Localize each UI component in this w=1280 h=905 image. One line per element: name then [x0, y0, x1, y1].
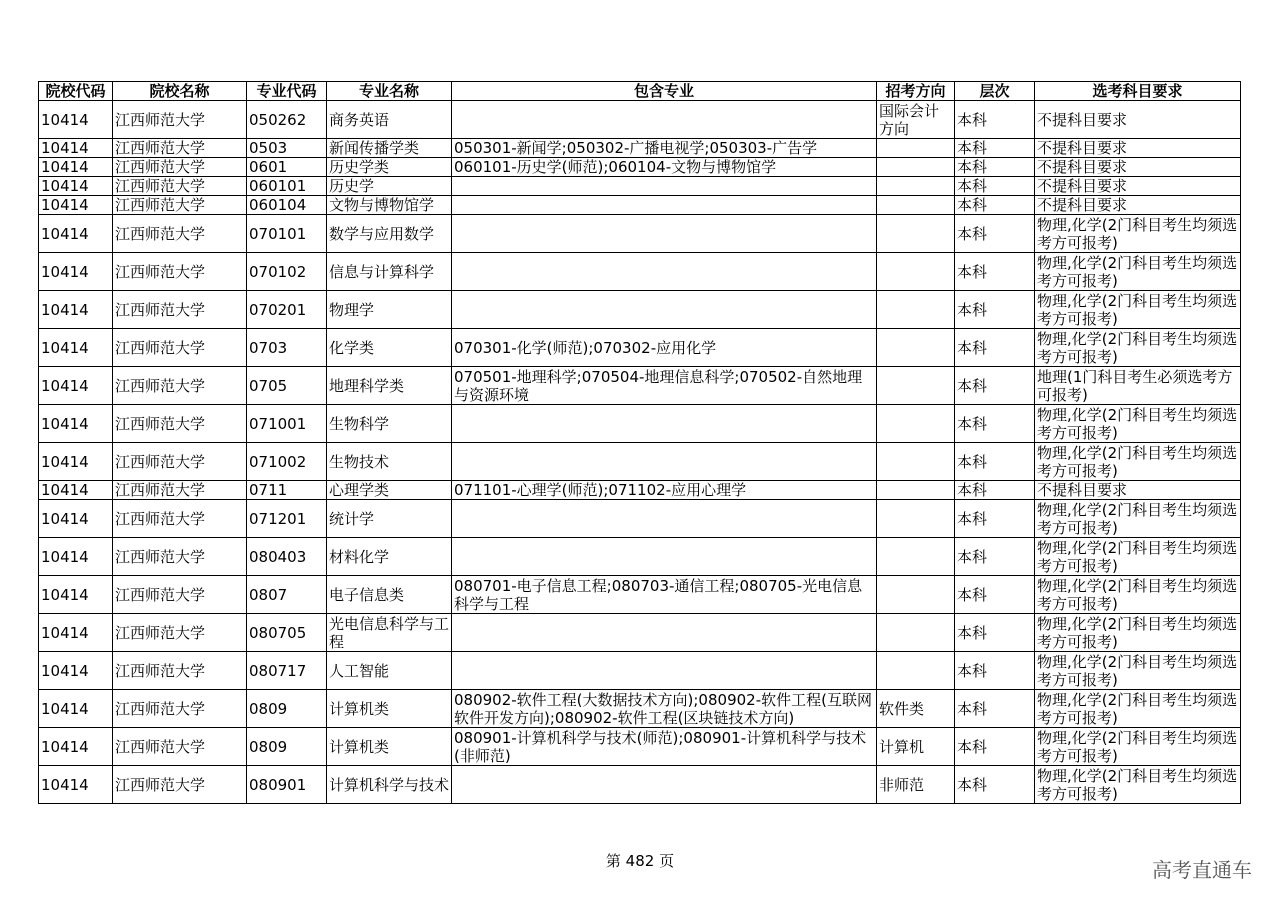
cell-school-code: 10414	[39, 329, 113, 367]
cell-school-code: 10414	[39, 215, 113, 253]
cell-included-majors	[452, 500, 877, 538]
cell-subject-requirement: 不提科目要求	[1035, 139, 1241, 158]
cell-major-name: 统计学	[327, 500, 452, 538]
cell-level: 本科	[955, 101, 1035, 139]
table-row	[39, 766, 1241, 804]
cell-subject-requirement: 物理,化学(2门科目考生均须选考方可报考)	[1035, 443, 1241, 481]
cell-school-name: 江西师范大学	[113, 405, 247, 443]
cell-school-code: 10414	[39, 690, 113, 728]
cell-major-code: 060101	[247, 177, 327, 196]
cell-included-majors	[452, 291, 877, 329]
cell-level: 本科	[955, 443, 1035, 481]
cell-level: 本科	[955, 291, 1035, 329]
cell-school-code: 10414	[39, 481, 113, 500]
cell-major-name: 物理学	[327, 291, 452, 329]
cell-level: 本科	[955, 576, 1035, 614]
cell-subject-requirement: 物理,化学(2门科目考生均须选考方可报考)	[1035, 538, 1241, 576]
cell-major-code: 080901	[247, 766, 327, 804]
cell-included-majors	[452, 405, 877, 443]
cell-school-code: 10414	[39, 253, 113, 291]
cell-school-name: 江西师范大学	[113, 481, 247, 500]
cell-subject-requirement: 不提科目要求	[1035, 177, 1241, 196]
cell-admission-direction	[877, 329, 955, 367]
cell-major-code: 0807	[247, 576, 327, 614]
cell-school-name: 江西师范大学	[113, 367, 247, 405]
cell-major-code: 070102	[247, 253, 327, 291]
cell-subject-requirement: 物理,化学(2门科目考生均须选考方可报考)	[1035, 652, 1241, 690]
cell-included-majors: 080901-计算机科学与技术(师范);080901-计算机科学与技术(非师范)	[452, 728, 877, 766]
cell-level: 本科	[955, 367, 1035, 405]
header-school-code: 院校代码	[39, 82, 113, 101]
cell-subject-requirement: 不提科目要求	[1035, 101, 1241, 139]
cell-included-majors: 070301-化学(师范);070302-应用化学	[452, 329, 877, 367]
cell-subject-requirement: 不提科目要求	[1035, 196, 1241, 215]
cell-level: 本科	[955, 538, 1035, 576]
cell-school-code: 10414	[39, 576, 113, 614]
table-row	[39, 538, 1241, 576]
table-row	[39, 614, 1241, 652]
header-school-name: 院校名称	[113, 82, 247, 101]
header-major-code: 专业代码	[247, 82, 327, 101]
table-row	[39, 196, 1241, 215]
cell-major-name: 历史学	[327, 177, 452, 196]
cell-level: 本科	[955, 158, 1035, 177]
cell-admission-direction: 计算机	[877, 728, 955, 766]
table-row	[39, 367, 1241, 405]
table-header-row	[39, 82, 1241, 101]
cell-school-code: 10414	[39, 766, 113, 804]
table-row	[39, 652, 1241, 690]
table-row	[39, 443, 1241, 481]
cell-included-majors: 080902-软件工程(大数据技术方向);080902-软件工程(互联网软件开发方向);080902-软件工程(区块链技术方向)	[452, 690, 877, 728]
cell-school-code: 10414	[39, 500, 113, 538]
cell-major-code: 060104	[247, 196, 327, 215]
cell-school-name: 江西师范大学	[113, 443, 247, 481]
cell-subject-requirement: 物理,化学(2门科目考生均须选考方可报考)	[1035, 728, 1241, 766]
cell-admission-direction	[877, 291, 955, 329]
cell-included-majors	[452, 614, 877, 652]
cell-major-name: 生物技术	[327, 443, 452, 481]
cell-subject-requirement: 物理,化学(2门科目考生均须选考方可报考)	[1035, 291, 1241, 329]
cell-school-code: 10414	[39, 614, 113, 652]
cell-included-majors	[452, 538, 877, 576]
cell-admission-direction: 国际会计方向	[877, 101, 955, 139]
cell-school-code: 10414	[39, 101, 113, 139]
cell-school-code: 10414	[39, 291, 113, 329]
table-row	[39, 291, 1241, 329]
cell-school-code: 10414	[39, 728, 113, 766]
cell-school-name: 江西师范大学	[113, 177, 247, 196]
cell-school-name: 江西师范大学	[113, 690, 247, 728]
cell-subject-requirement: 地理(1门科目考生必须选考方可报考)	[1035, 367, 1241, 405]
cell-admission-direction	[877, 139, 955, 158]
cell-major-code: 071002	[247, 443, 327, 481]
cell-school-code: 10414	[39, 158, 113, 177]
cell-major-code: 080717	[247, 652, 327, 690]
cell-admission-direction	[877, 177, 955, 196]
cell-level: 本科	[955, 652, 1035, 690]
cell-included-majors	[452, 101, 877, 139]
cell-major-code: 071201	[247, 500, 327, 538]
cell-major-code: 080403	[247, 538, 327, 576]
cell-school-name: 江西师范大学	[113, 139, 247, 158]
table-row	[39, 139, 1241, 158]
table-row	[39, 728, 1241, 766]
cell-level: 本科	[955, 196, 1035, 215]
cell-school-name: 江西师范大学	[113, 329, 247, 367]
header-included-majors: 包含专业	[452, 82, 877, 101]
cell-major-name: 新闻传播学类	[327, 139, 452, 158]
cell-admission-direction	[877, 652, 955, 690]
cell-major-name: 文物与博物馆学	[327, 196, 452, 215]
cell-school-name: 江西师范大学	[113, 728, 247, 766]
cell-major-code: 050262	[247, 101, 327, 139]
cell-admission-direction	[877, 405, 955, 443]
cell-included-majors: 070501-地理科学;070504-地理信息科学;070502-自然地理与资源环境	[452, 367, 877, 405]
cell-subject-requirement: 物理,化学(2门科目考生均须选考方可报考)	[1035, 500, 1241, 538]
cell-admission-direction	[877, 158, 955, 177]
cell-school-code: 10414	[39, 177, 113, 196]
cell-included-majors: 060101-历史学(师范);060104-文物与博物馆学	[452, 158, 877, 177]
cell-admission-direction	[877, 253, 955, 291]
cell-school-name: 江西师范大学	[113, 766, 247, 804]
cell-major-code: 071001	[247, 405, 327, 443]
cell-level: 本科	[955, 728, 1035, 766]
cell-level: 本科	[955, 690, 1035, 728]
cell-level: 本科	[955, 481, 1035, 500]
table-row	[39, 405, 1241, 443]
cell-school-code: 10414	[39, 443, 113, 481]
cell-admission-direction: 非师范	[877, 766, 955, 804]
cell-admission-direction	[877, 196, 955, 215]
cell-level: 本科	[955, 139, 1035, 158]
cell-major-code: 080705	[247, 614, 327, 652]
table-row	[39, 329, 1241, 367]
cell-major-code: 0809	[247, 690, 327, 728]
cell-school-name: 江西师范大学	[113, 291, 247, 329]
cell-school-name: 江西师范大学	[113, 576, 247, 614]
cell-level: 本科	[955, 253, 1035, 291]
cell-admission-direction	[877, 481, 955, 500]
cell-level: 本科	[955, 177, 1035, 196]
cell-major-code: 0711	[247, 481, 327, 500]
cell-level: 本科	[955, 766, 1035, 804]
cell-admission-direction	[877, 443, 955, 481]
cell-major-name: 地理科学类	[327, 367, 452, 405]
cell-included-majors	[452, 177, 877, 196]
cell-admission-direction	[877, 614, 955, 652]
header-admission-direction: 招考方向	[877, 82, 955, 101]
cell-subject-requirement: 物理,化学(2门科目考生均须选考方可报考)	[1035, 690, 1241, 728]
header-subject-requirement: 选考科目要求	[1035, 82, 1241, 101]
cell-subject-requirement: 物理,化学(2门科目考生均须选考方可报考)	[1035, 405, 1241, 443]
admission-table	[38, 81, 1241, 804]
cell-subject-requirement: 物理,化学(2门科目考生均须选考方可报考)	[1035, 576, 1241, 614]
cell-school-code: 10414	[39, 196, 113, 215]
cell-subject-requirement: 物理,化学(2门科目考生均须选考方可报考)	[1035, 253, 1241, 291]
cell-major-name: 历史学类	[327, 158, 452, 177]
page-number: 第 482 页	[605, 852, 675, 870]
cell-subject-requirement: 不提科目要求	[1035, 158, 1241, 177]
cell-included-majors	[452, 652, 877, 690]
cell-school-name: 江西师范大学	[113, 196, 247, 215]
cell-school-name: 江西师范大学	[113, 652, 247, 690]
cell-included-majors	[452, 196, 877, 215]
cell-admission-direction	[877, 500, 955, 538]
table-row	[39, 481, 1241, 500]
cell-major-code: 0809	[247, 728, 327, 766]
cell-major-name: 数学与应用数学	[327, 215, 452, 253]
cell-included-majors: 050301-新闻学;050302-广播电视学;050303-广告学	[452, 139, 877, 158]
cell-included-majors	[452, 443, 877, 481]
cell-admission-direction	[877, 538, 955, 576]
cell-major-code: 0601	[247, 158, 327, 177]
table-row	[39, 215, 1241, 253]
table-row	[39, 101, 1241, 139]
cell-included-majors: 080701-电子信息工程;080703-通信工程;080705-光电信息科学与工程	[452, 576, 877, 614]
cell-school-code: 10414	[39, 139, 113, 158]
cell-included-majors	[452, 766, 877, 804]
cell-major-name: 人工智能	[327, 652, 452, 690]
cell-subject-requirement: 不提科目要求	[1035, 481, 1241, 500]
cell-level: 本科	[955, 215, 1035, 253]
header-major-name: 专业名称	[327, 82, 452, 101]
cell-included-majors: 071101-心理学(师范);071102-应用心理学	[452, 481, 877, 500]
cell-admission-direction	[877, 576, 955, 614]
cell-major-name: 电子信息类	[327, 576, 452, 614]
watermark: 高考直通车	[1152, 858, 1252, 882]
cell-school-name: 江西师范大学	[113, 253, 247, 291]
cell-major-name: 计算机类	[327, 728, 452, 766]
cell-school-code: 10414	[39, 652, 113, 690]
cell-admission-direction: 软件类	[877, 690, 955, 728]
cell-school-name: 江西师范大学	[113, 101, 247, 139]
cell-major-code: 0503	[247, 139, 327, 158]
cell-level: 本科	[955, 614, 1035, 652]
cell-admission-direction	[877, 367, 955, 405]
cell-major-code: 0703	[247, 329, 327, 367]
cell-level: 本科	[955, 329, 1035, 367]
cell-school-code: 10414	[39, 405, 113, 443]
cell-included-majors	[452, 215, 877, 253]
cell-school-name: 江西师范大学	[113, 614, 247, 652]
cell-included-majors	[452, 253, 877, 291]
cell-subject-requirement: 物理,化学(2门科目考生均须选考方可报考)	[1035, 215, 1241, 253]
cell-subject-requirement: 物理,化学(2门科目考生均须选考方可报考)	[1035, 614, 1241, 652]
cell-school-name: 江西师范大学	[113, 215, 247, 253]
cell-major-code: 070201	[247, 291, 327, 329]
admission-table-container	[38, 81, 1240, 804]
header-level: 层次	[955, 82, 1035, 101]
table-row	[39, 253, 1241, 291]
cell-subject-requirement: 物理,化学(2门科目考生均须选考方可报考)	[1035, 766, 1241, 804]
table-row	[39, 690, 1241, 728]
cell-major-name: 光电信息科学与工程	[327, 614, 452, 652]
cell-major-name: 生物科学	[327, 405, 452, 443]
cell-major-code: 0705	[247, 367, 327, 405]
table-row	[39, 177, 1241, 196]
cell-major-name: 计算机科学与技术	[327, 766, 452, 804]
cell-major-code: 070101	[247, 215, 327, 253]
cell-school-name: 江西师范大学	[113, 500, 247, 538]
cell-level: 本科	[955, 405, 1035, 443]
cell-school-code: 10414	[39, 367, 113, 405]
cell-major-name: 材料化学	[327, 538, 452, 576]
cell-subject-requirement: 物理,化学(2门科目考生均须选考方可报考)	[1035, 329, 1241, 367]
cell-admission-direction	[877, 215, 955, 253]
cell-school-code: 10414	[39, 538, 113, 576]
cell-level: 本科	[955, 500, 1035, 538]
cell-major-name: 商务英语	[327, 101, 452, 139]
cell-major-name: 化学类	[327, 329, 452, 367]
cell-school-name: 江西师范大学	[113, 158, 247, 177]
table-row	[39, 576, 1241, 614]
cell-school-name: 江西师范大学	[113, 538, 247, 576]
table-body	[39, 101, 1241, 804]
cell-major-name: 信息与计算科学	[327, 253, 452, 291]
table-row	[39, 500, 1241, 538]
cell-major-name: 心理学类	[327, 481, 452, 500]
cell-major-name: 计算机类	[327, 690, 452, 728]
table-row	[39, 158, 1241, 177]
